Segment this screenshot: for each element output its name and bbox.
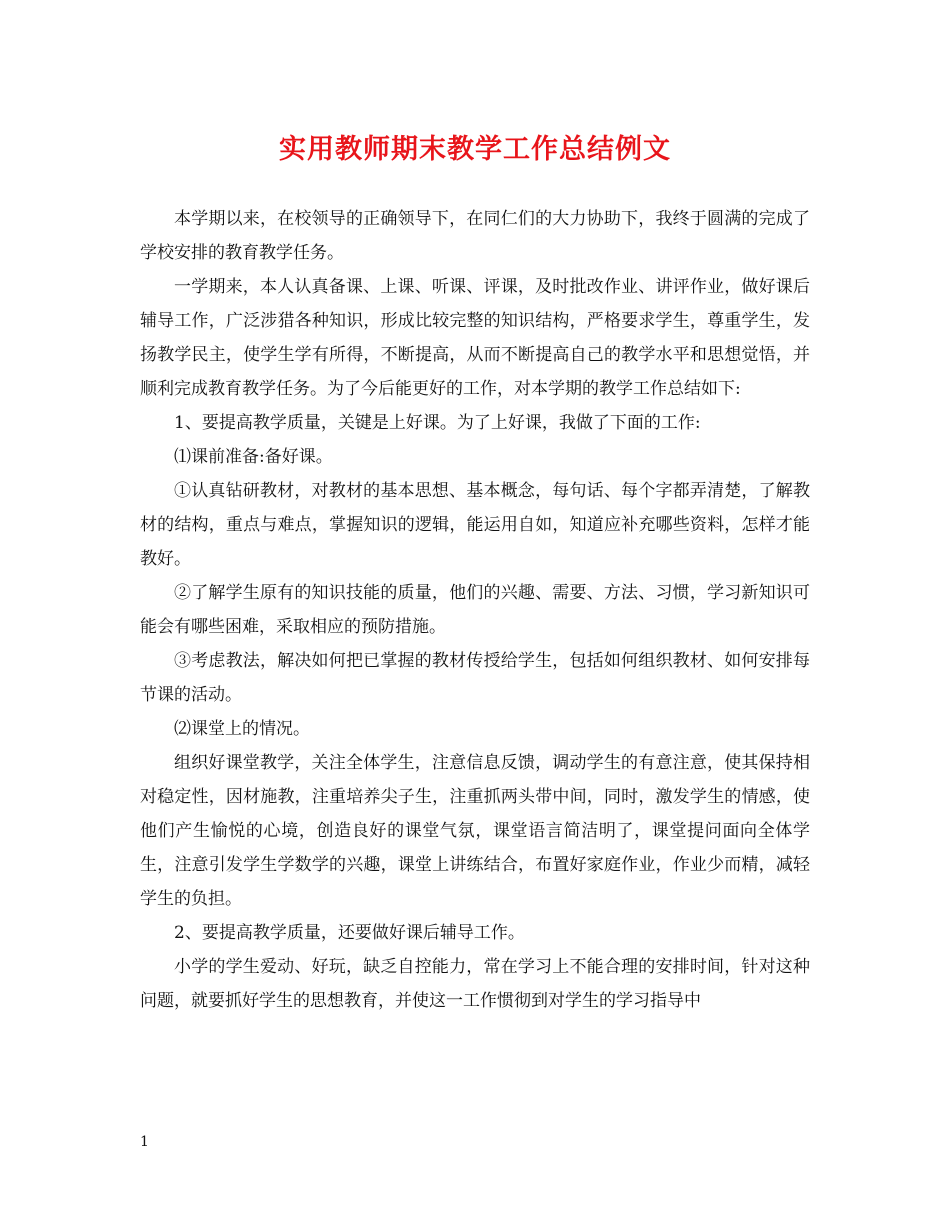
page-number: 1 bbox=[140, 1134, 149, 1150]
paragraph: ⑴课前准备:备好课。 bbox=[174, 447, 333, 467]
paragraph: 1、要提高教学质量，关键是上好课。为了上好课，我做了下面的工作: bbox=[174, 413, 701, 433]
paragraph: 小学的学生爱动、好玩，缺乏自控能力，常在学习上不能合理的安排时间，针对这种问题，就要抓好学生的思想教育，并使这一工作惯彻到对学生的学习指导中 bbox=[140, 957, 810, 1011]
paragraph: 一学期来，本人认真备课、上课、听课、评课，及时批改作业、讲评作业，做好课后辅导工作，广泛涉猎各种知识，形成比较完整的知识结构，严格要求学生，尊重学生，发扬教学民主，使学生学有所得，不断提高，从而不断提高自己的教学水平和思想觉悟，并顺利完成教育教学任务。为了今后能更好的工作，对本学期的教学工作总结如下: bbox=[140, 277, 810, 399]
paragraph: 2、要提高教学质量，还要做好课后辅导工作。 bbox=[174, 923, 525, 943]
paragraph: ③考虑教法，解决如何把已掌握的教材传授给学生，包括如何组织教材、如何安排每节课的活动。 bbox=[140, 651, 810, 705]
paragraph: ①认真钻研教材，对教材的基本思想、基本概念，每句话、每个字都弄清楚，了解教材的结构，重点与难点，掌握知识的逻辑，能运用自如，知道应补充哪些资料，怎样才能教好。 bbox=[140, 481, 810, 569]
paragraph: 本学期以来，在校领导的正确领导下，在同仁们的大力协助下，我终于圆满的完成了学校安排的教育教学任务。 bbox=[140, 209, 810, 263]
document-body bbox=[140, 202, 810, 1018]
document-title: 实用教师期末教学工作总结例文 bbox=[279, 134, 671, 165]
paragraph: 组织好课堂教学，关注全体学生，注意信息反馈，调动学生的有意注意，使其保持相对稳定性，因材施教，注重培养尖子生，注重抓两头带中间，同时，激发学生的情感，使他们产生愉悦的心境，创造良好的课堂气氛，课堂语言简洁明了，课堂提问面向全体学生，注意引发学生学数学的兴趣，课堂上讲练结合，布置好家庭作业，作业少而精，减轻学生的负担。 bbox=[140, 753, 810, 909]
paragraph: ②了解学生原有的知识技能的质量，他们的兴趣、需要、方法、习惯，学习新知识可能会有哪些困难，采取相应的预防措施。 bbox=[140, 583, 810, 637]
paragraph: ⑵课堂上的情况。 bbox=[174, 719, 310, 739]
